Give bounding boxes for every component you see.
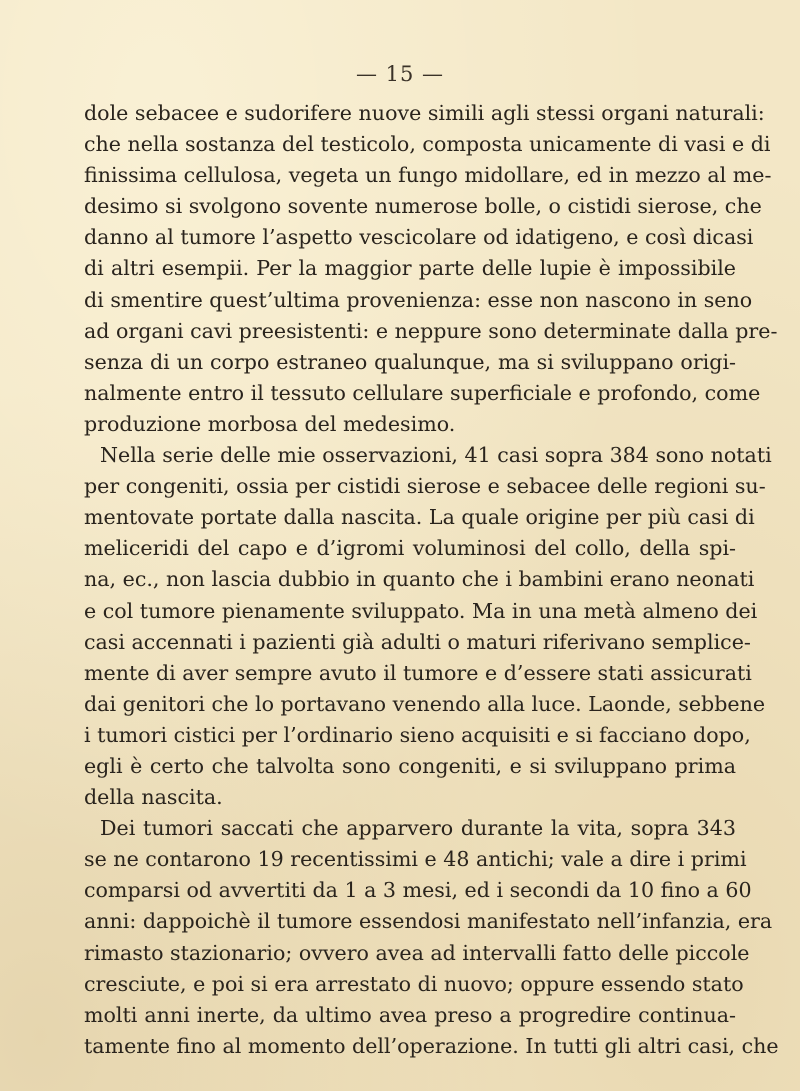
text-line: molti anni inerte, da ultimo avea preso a progredire continua-: [84, 1002, 736, 1027]
page-number: — 15 —: [355, 62, 445, 86]
text-line: mente di aver sempre avuto il tumore e d’essere stati assicurati: [84, 660, 752, 685]
paragraph: [84, 98, 778, 440]
text-line: i tumori cistici per l’ordinario sieno acquisiti e si facciano dopo,: [84, 722, 751, 747]
text-line: produzione morbosa del medesimo.: [84, 411, 456, 436]
text-line: dole sebacee e sudorifere nuove simili agli stessi organi naturali:: [84, 101, 765, 125]
text-line: na, ec., non lascia dubbio in quanto che i bambini erano neonati: [84, 567, 755, 592]
text-line: rimasto stazionario; ovvero avea ad intervalli fatto delle piccole: [84, 940, 750, 965]
text-line: cresciute, e poi si era arrestato di nuovo; oppure essendo stato: [84, 971, 744, 996]
text-line: Nella serie delle mie osservazioni, 41 casi sopra 384 sono notati: [100, 443, 772, 468]
text-line: nalmente entro il tessuto cellulare superficiale e profondo, come: [84, 380, 761, 405]
paragraph: [84, 440, 772, 813]
text-line: desimo si svolgono sovente numerose bolle, o cistidi sierose, che: [84, 194, 762, 219]
text-line: se ne contarono 19 recentissimi e 48 antichi; vale a dire i primi: [84, 847, 747, 872]
paragraph: [84, 813, 779, 1062]
text-line: mentovate portate dalla nascita. La quale origine per più casi di: [84, 505, 755, 530]
text-line: per congeniti, ossia per cistidi sierose e sebacee delle regioni su-: [84, 474, 766, 499]
text-line: meliceridi del capo e d’igromi voluminosi del collo, della spi-: [84, 536, 736, 561]
text-line: senza di un corpo estraneo qualunque, ma si sviluppano origi-: [84, 349, 736, 374]
text-line: dai genitori che lo portavano venendo alla luce. Laonde, sebbene: [84, 691, 766, 716]
body-text: [84, 98, 779, 1062]
text-line: Dei tumori saccati che apparvero durante la vita, sopra 343: [100, 816, 736, 841]
text-line: egli è certo che talvolta sono congeniti, e si sviluppano prima: [84, 753, 736, 778]
text-line: ad organi cavi preesistenti: e neppure sono determinate dalla pre-: [84, 318, 778, 343]
text-line: comparsi od avvertiti da 1 a 3 mesi, ed i secondi da 10 fino a 60: [84, 878, 752, 903]
text-line: di altri esempii. Per la maggior parte delle lupie è impossibile: [84, 256, 736, 281]
text-line: di smentire quest’ultima provenienza: esse non nascono in seno: [84, 287, 753, 312]
text-line: anni: dappoichè il tumore essendosi manifestato nell’infanzia, era: [84, 909, 773, 934]
text-line: della nascita.: [84, 785, 223, 810]
text-line: danno al tumore l’aspetto vescicolare od idatigeno, e così dicasi: [84, 225, 754, 250]
text-line: tamente fino al momento dell’operazione. In tutti gli altri casi, che: [84, 1033, 779, 1058]
text-line: finissima cellulosa, vegeta un fungo midollare, ed in mezzo al me-: [84, 163, 772, 188]
text-line: che nella sostanza del testicolo, composta unicamente di vasi e di: [84, 132, 771, 157]
text-line: e col tumore pienamente sviluppato. Ma in una metà almeno dei: [84, 598, 758, 623]
text-line: casi accennati i pazienti già adulti o maturi riferivano semplice-: [84, 629, 751, 654]
